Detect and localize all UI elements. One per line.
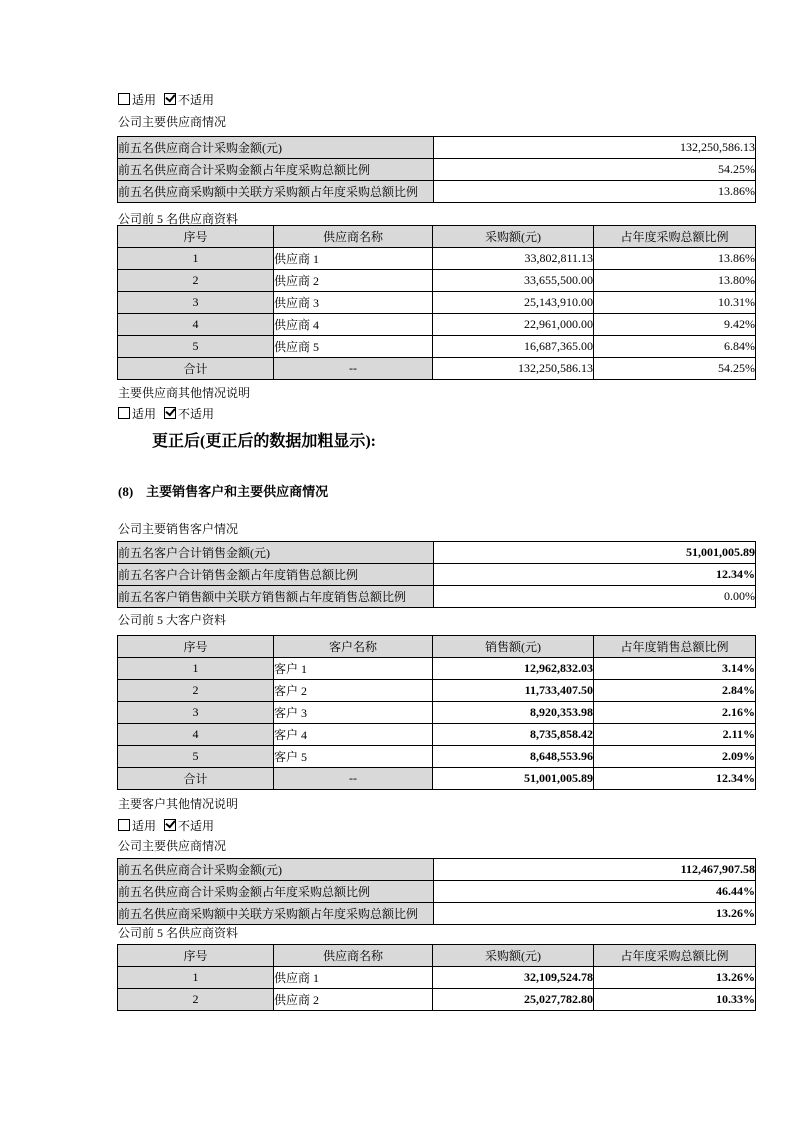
table-row xyxy=(118,314,756,336)
not-applicable-label: 不适用 xyxy=(178,93,215,107)
cell-name: 供应商 4 xyxy=(274,314,433,336)
cell-seq: 3 xyxy=(118,702,274,724)
not-applicable-label: 不适用 xyxy=(178,819,215,833)
checkbox-checked-icon xyxy=(164,93,176,105)
value-cell: 13.26% xyxy=(434,903,756,925)
cell-amount: 22,961,000.00 xyxy=(433,314,594,336)
cell-amount: 32,109,524.78 xyxy=(433,967,594,989)
cell-ratio: 9.42% xyxy=(594,314,756,336)
cell-ratio: 2.16% xyxy=(594,702,756,724)
cell-ratio: 10.33% xyxy=(594,989,756,1011)
cell-name: 客户 5 xyxy=(274,746,433,768)
table-row xyxy=(118,702,756,724)
supplier-detail-table-before xyxy=(117,225,756,380)
cell-ratio: 3.14% xyxy=(594,658,756,680)
table-row xyxy=(118,159,756,181)
table-row xyxy=(118,137,756,159)
cell-ratio: 6.84% xyxy=(594,336,756,358)
table-row xyxy=(118,680,756,702)
cell-name: 客户 2 xyxy=(274,680,433,702)
table-row xyxy=(118,881,756,903)
cell-amount: 25,143,910.00 xyxy=(433,292,594,314)
col-header-ratio: 占年度销售总额比例 xyxy=(594,636,756,658)
cell-name: 供应商 2 xyxy=(274,270,433,292)
cell-seq: 2 xyxy=(118,680,274,702)
checkbox-unchecked-icon xyxy=(118,819,130,831)
table-header-row xyxy=(118,226,756,248)
cell-amount: 8,648,553.96 xyxy=(433,746,594,768)
cell-amount: 16,687,365.00 xyxy=(433,336,594,358)
cell-amount: 8,920,353.98 xyxy=(433,702,594,724)
table-row xyxy=(118,989,756,1011)
applicability-line xyxy=(118,93,214,107)
table-row xyxy=(118,564,756,586)
customer-detail-title: 公司前 5 大客户资料 xyxy=(118,613,227,627)
cell-amount: 33,802,811.13 xyxy=(433,248,594,270)
col-header-amount: 销售额(元) xyxy=(433,636,594,658)
checkbox-unchecked-icon xyxy=(118,407,130,419)
cell-ratio: 13.26% xyxy=(594,967,756,989)
cell-name: 供应商 1 xyxy=(274,248,433,270)
table-row xyxy=(118,724,756,746)
cell-name: 客户 3 xyxy=(274,702,433,724)
cell-ratio: 13.80% xyxy=(594,270,756,292)
cell-ratio: 13.86% xyxy=(594,248,756,270)
customer-summary-table xyxy=(117,541,756,608)
not-applicable-label: 不适用 xyxy=(178,407,215,421)
col-header-amount: 采购额(元) xyxy=(433,226,594,248)
table-total-row xyxy=(118,358,756,380)
col-header-seq: 序号 xyxy=(118,636,274,658)
label-cell: 前五名客户合计销售金额(元) xyxy=(118,542,434,564)
table-row xyxy=(118,270,756,292)
col-header-ratio: 占年度采购总额比例 xyxy=(594,945,756,967)
supplier-detail-table-after xyxy=(117,944,756,1011)
cell-seq: 4 xyxy=(118,314,274,336)
col-header-seq: 序号 xyxy=(118,226,274,248)
supplier-summary-title-after: 公司主要供应商情况 xyxy=(118,839,227,853)
value-cell: 0.00% xyxy=(434,586,756,608)
item-8-heading: (8) 主要销售客户和主要供应商情况 xyxy=(118,484,329,499)
label-cell: 前五名供应商合计采购金额(元) xyxy=(118,137,434,159)
value-cell: 46.44% xyxy=(434,881,756,903)
cell-ratio: 2.84% xyxy=(594,680,756,702)
checkbox-unchecked-icon xyxy=(118,93,130,105)
cell-amount: 11,733,407.50 xyxy=(433,680,594,702)
customer-summary-title: 公司主要销售客户情况 xyxy=(118,522,239,536)
supplier-summary-table-after xyxy=(117,858,756,925)
applicable-label: 适用 xyxy=(132,93,157,107)
col-header-name: 客户名称 xyxy=(274,636,433,658)
value-cell: 132,250,586.13 xyxy=(434,137,756,159)
cell-seq: 1 xyxy=(118,967,274,989)
cell-seq: 1 xyxy=(118,248,274,270)
label-cell: 前五名客户合计销售金额占年度销售总额比例 xyxy=(118,564,434,586)
table-row xyxy=(118,658,756,680)
col-header-seq: 序号 xyxy=(118,945,274,967)
cell-ratio: 54.25% xyxy=(594,358,756,380)
table-row xyxy=(118,746,756,768)
cell-amount: 25,027,782.80 xyxy=(433,989,594,1011)
corrected-heading: 更正后(更正后的数据加粗显示): xyxy=(152,433,376,450)
cell-name: 供应商 5 xyxy=(274,336,433,358)
supplier-summary-title-before: 公司主要供应商情况 xyxy=(118,115,227,129)
col-header-amount: 采购额(元) xyxy=(433,945,594,967)
col-header-name: 供应商名称 xyxy=(274,226,433,248)
label-cell: 前五名供应商合计采购金额(元) xyxy=(118,859,434,881)
cell-total-label: 合计 xyxy=(118,768,274,790)
cell-name: 客户 1 xyxy=(274,658,433,680)
col-header-ratio: 占年度采购总额比例 xyxy=(594,226,756,248)
cell-ratio: 12.34% xyxy=(594,768,756,790)
cell-name: 供应商 1 xyxy=(274,967,433,989)
table-header-row xyxy=(118,636,756,658)
label-cell: 前五名客户销售额中关联方销售额占年度销售总额比例 xyxy=(118,586,434,608)
cell-amount: 51,001,005.89 xyxy=(433,768,594,790)
cell-seq: 2 xyxy=(118,989,274,1011)
value-cell: 51,001,005.89 xyxy=(434,542,756,564)
cell-name: 供应商 2 xyxy=(274,989,433,1011)
supplier-detail-title-after: 公司前 5 名供应商资料 xyxy=(118,926,239,940)
supplier-detail-title-before: 公司前 5 名供应商资料 xyxy=(118,212,239,226)
cell-seq: 1 xyxy=(118,658,274,680)
cell-amount: 12,962,832.03 xyxy=(433,658,594,680)
table-row xyxy=(118,181,756,203)
table-total-row xyxy=(118,768,756,790)
applicable-label: 适用 xyxy=(132,407,157,421)
cell-seq: 4 xyxy=(118,724,274,746)
cell-amount: 132,250,586.13 xyxy=(433,358,594,380)
checkbox-checked-icon xyxy=(164,407,176,419)
table-row xyxy=(118,859,756,881)
label-cell: 前五名供应商合计采购金额占年度采购总额比例 xyxy=(118,881,434,903)
customer-note: 主要客户其他情况说明 xyxy=(118,797,239,811)
table-row xyxy=(118,248,756,270)
cell-name: 客户 4 xyxy=(274,724,433,746)
cell-name: -- xyxy=(274,768,433,790)
checkbox-checked-icon xyxy=(164,819,176,831)
supplier-summary-table-before xyxy=(117,136,756,203)
cell-name: 供应商 3 xyxy=(274,292,433,314)
table-row xyxy=(118,292,756,314)
table-row xyxy=(118,967,756,989)
applicability-line xyxy=(118,407,214,421)
cell-amount: 8,735,858.42 xyxy=(433,724,594,746)
cell-ratio: 2.09% xyxy=(594,746,756,768)
supplier-note-before: 主要供应商其他情况说明 xyxy=(118,386,251,400)
customer-detail-table xyxy=(117,635,756,790)
label-cell: 前五名供应商合计采购金额占年度采购总额比例 xyxy=(118,159,434,181)
applicable-label: 适用 xyxy=(132,819,157,833)
table-row xyxy=(118,336,756,358)
label-cell: 前五名供应商采购额中关联方采购额占年度采购总额比例 xyxy=(118,903,434,925)
cell-seq: 3 xyxy=(118,292,274,314)
cell-seq: 5 xyxy=(118,746,274,768)
cell-seq: 5 xyxy=(118,336,274,358)
cell-ratio: 2.11% xyxy=(594,724,756,746)
table-row xyxy=(118,542,756,564)
table-row xyxy=(118,586,756,608)
cell-seq: 2 xyxy=(118,270,274,292)
label-cell: 前五名供应商采购额中关联方采购额占年度采购总额比例 xyxy=(118,181,434,203)
value-cell: 12.34% xyxy=(434,564,756,586)
cell-ratio: 10.31% xyxy=(594,292,756,314)
value-cell: 54.25% xyxy=(434,159,756,181)
value-cell: 13.86% xyxy=(434,181,756,203)
cell-total-label: 合计 xyxy=(118,358,274,380)
cell-name: -- xyxy=(274,358,433,380)
table-row xyxy=(118,903,756,925)
applicability-line xyxy=(118,819,214,833)
value-cell: 112,467,907.58 xyxy=(434,859,756,881)
col-header-name: 供应商名称 xyxy=(274,945,433,967)
table-header-row xyxy=(118,945,756,967)
cell-amount: 33,655,500.00 xyxy=(433,270,594,292)
